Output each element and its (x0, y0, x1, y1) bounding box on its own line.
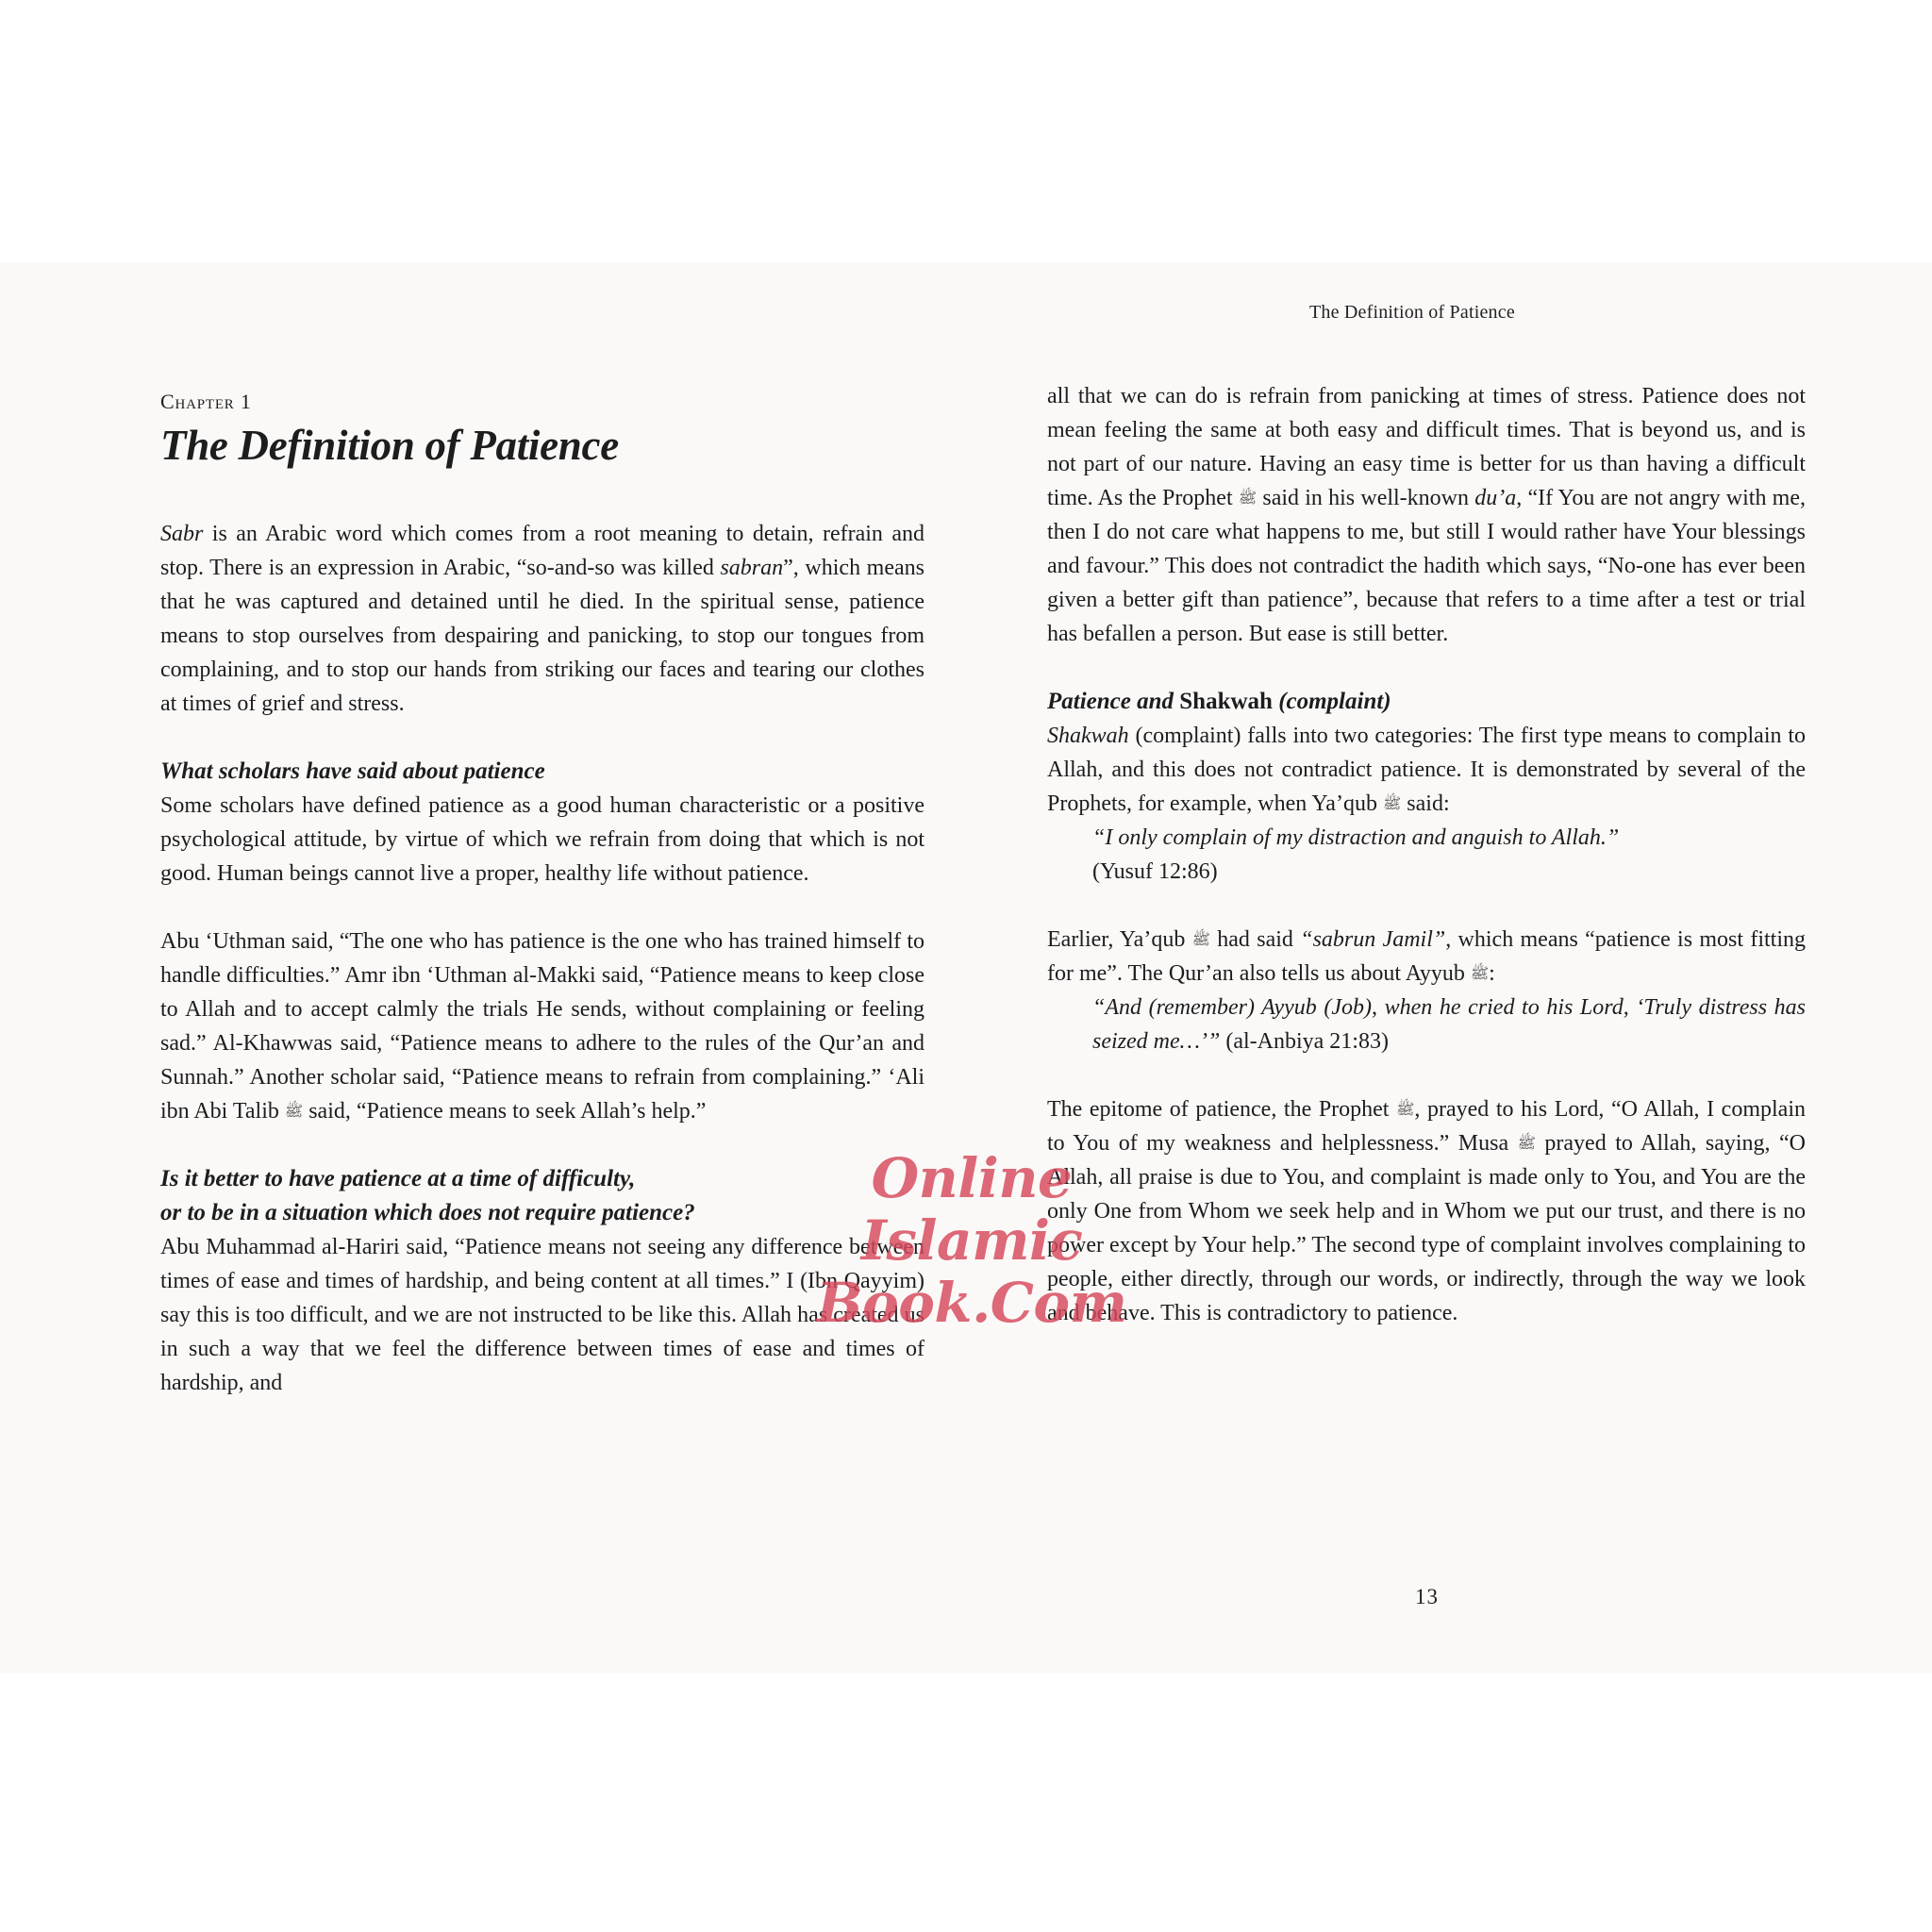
heading-scholars: What scholars have said about patience (160, 758, 545, 784)
term-sabrun-jamil: “sabrun Jamil” (1300, 927, 1446, 952)
honorific-peace-icon: ﷺ (1517, 1136, 1536, 1152)
watermark: Online Islamic Book.Com (816, 1146, 1127, 1335)
quote-yusuf: “I only complain of my distraction and anguish to Allah.” (Yusuf 12:86) (1092, 825, 1620, 884)
left-page-body (160, 517, 924, 1400)
running-head: The Definition of Patience (1309, 302, 1515, 323)
page-number: 13 (1415, 1585, 1439, 1608)
paragraph-sabr-definition: Sabr is an Arabic word which comes from a root meaning to detain, refrain and stop. There is an expression in Arabic, “so-and-so was killed sabran”, which means that he was captured and detained until he died. In the spiritual sense, patience means to stop ourselves from despairing and panicking, to stop our tongues from complaining, and to stop our hands from striking our faces and tearing our clothes at times of grief and stress. (160, 522, 924, 716)
paragraph-hariri: Abu Muhammad al-Hariri said, “Patience means not seeing any difference between times of ease and times of hardship, and being content at all times.” I (Ibn Qayyim) say this is too difficult, and we are not instructed to be like this. Allah has created us in such a way that we feel the difference between times of ease and times of hardship, and (160, 1235, 924, 1395)
honorific-prophet-icon: ﷺ (1396, 1102, 1415, 1118)
quote-anbiya: “And (remember) Ayyub (Job), when he cried to his Lord, ‘Truly distress has seized me…’” (al-Anbiya 21:83) (1092, 995, 1806, 1054)
right-page (1047, 262, 1806, 1674)
honorific-peace-icon: ﷺ (1470, 966, 1490, 982)
heading-better-patience: Is it better to have patience at a time of difficulty, or to be in a situation which does not require patience? (160, 1166, 695, 1225)
left-page (160, 262, 924, 1674)
heading-shakwah: Patience and Shakwah (complaint) (1047, 689, 1391, 714)
right-page-body (1047, 379, 1806, 1330)
honorific-ali-icon: ﷺ (284, 1104, 304, 1120)
term-shakwah: Shakwah (1047, 724, 1129, 748)
honorific-prophet-icon: ﷺ (1238, 491, 1257, 507)
chapter-title: The Definition of Patience (160, 422, 619, 469)
book-spread (0, 262, 1932, 1674)
term-dua: du’a (1474, 486, 1517, 510)
paragraph-scholar-quotes: Abu ‘Uthman said, “The one who has patience is the one who has trained himself to handle difficulties.” Amr ibn ‘Uthman al-Makki said, “Patience means to keep close to Allah and to accept calmly the trials He sends, without complaining or feeling sad.” Al-Khawwas said, “Patience means to adhere to the rules of the Qur’an and Sunnah.” Another scholar said, “Patience means to refrain from complaining.” ‘Ali ibn Abi Talib ﷺ said, “Patience means to seek Allah’s help.” (160, 929, 924, 1124)
term-sabr: Sabr (160, 522, 204, 546)
honorific-peace-icon: ﷺ (1382, 796, 1402, 812)
paragraph-epitome: The epitome of patience, the Prophet ﷺ, prayed to his Lord, “O Allah, I complain to You of my weakness and helplessness.” Musa ﷺ prayed to Allah, saying, “O Allah, all praise is due to You, and complaint is made only to You, and You are the only One from Whom we seek help and in Whom we put our trust, and there is no power except by Your help.” The second type of complaint involves complaining to people, either directly, through our words, or indirectly, through the way we look and behave. This is contradictory to patience. (1047, 1097, 1807, 1325)
paragraph-yaqub-ayyub: Earlier, Ya’qub ﷺ had said “sabrun Jamil”, which means “patience is most fitting for me”. The Qur’an also tells us about Ayyub ﷺ: (1047, 927, 1807, 986)
paragraph-scholars-definition: Some scholars have defined patience as a good human characteristic or a positive psychological attitude, by virtue of which we refrain from doing that which is not good. Human beings cannot live a proper, healthy life without patience. (160, 793, 924, 886)
paragraph-ease-better: all that we can do is refrain from panicking at times of stress. Patience does not mean feeling the same at both easy and difficult times. That is beyond us, and is not part of our nature. Having an easy time is better for us than having a difficult time. As the Prophet ﷺ said in his well-known du’a, “If You are not angry with me, then I do not care what happens to me, but still I would rather have Your blessings and favour.” This does not contradict the hadith which says, “No-one has ever been given a better gift than patience”, because that refers to a time after a test or trial has befallen a person. But ease is still better. (1047, 384, 1807, 646)
chapter-label: Chapter 1 (160, 390, 252, 413)
paragraph-shakwah-types: Shakwah (complaint) falls into two categories: The first type means to complain to Allah, and this does not contradict patience. It is demonstrated by several of the Prophets, for example, when Ya’qub ﷺ said: (1047, 724, 1806, 816)
term-sabran: sabran (720, 556, 784, 580)
honorific-peace-icon: ﷺ (1191, 932, 1210, 948)
